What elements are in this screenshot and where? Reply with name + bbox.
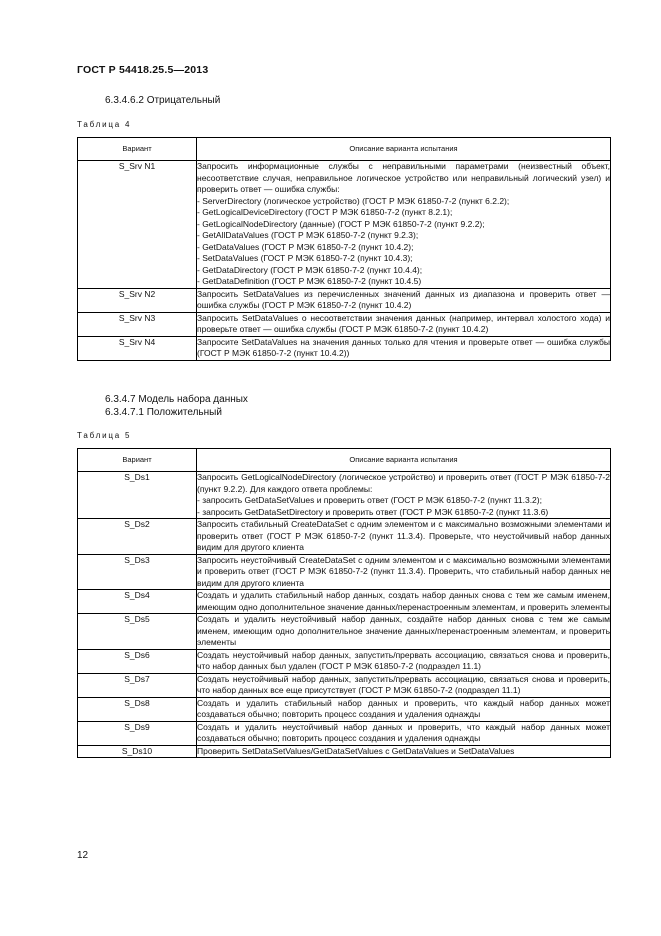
table-row — [78, 649, 611, 673]
variant-cell: S_Ds7 — [78, 673, 197, 697]
table-row — [78, 673, 611, 697]
table-row — [78, 472, 611, 519]
description-line: Запросить GetLogicalNodeDirectory (логическое устройство) и проверить ответ (ГОСТ Р МЭК 61850-7-2 (пункт 9.2.2). Для каждого ответа проблемы: — [197, 472, 610, 494]
description-line: - ServerDirectory (логическое устройство) (ГОСТ Р МЭК 61850-7-2 (пункт 6.2.2); — [197, 195, 510, 206]
description-cell — [197, 288, 611, 312]
description-line: - SetDataValues (ГОСТ Р МЭК 61850-7-2 (пункт 10.4.3); — [197, 253, 413, 263]
description-line: - GetAllDataValues (ГОСТ Р МЭК 61850-7-2 (пункт 9.2.3); — [197, 230, 419, 240]
description-line: Запросить SetDataValues из перечисленных значений данных из диапазона и проверить ответ — ошибка службы (ГОСТ Р МЭК 61850-7-2 (пункт 10.4.2) — [197, 288, 610, 310]
variant-cell: S_Srv N2 — [78, 288, 197, 312]
variant-cell: S_Ds8 — [78, 697, 197, 721]
description-cell — [197, 161, 611, 289]
table-row — [78, 614, 611, 650]
table-row — [78, 336, 611, 360]
table5-header-description: Описание варианта испытания — [197, 449, 611, 472]
variant-cell: S_Ds10 — [78, 745, 197, 758]
description-cell — [197, 697, 611, 721]
description-line: Создать и удалить стабильный набор данных и проверить, что каждый набор данных может создаваться обычно; повторить процесс создания и удаления однажды — [197, 697, 610, 719]
description-line: Запросить SetDataValues о несоответствии значения данных (например, интервал холостого хода) и проверьте ответ — ошибка службы (ГОСТ Р МЭК 61850-7-2 (пункт 10.4.2) — [197, 312, 610, 334]
description-line: - запросить GetDataSetValues и проверить ответ (ГОСТ Р МЭК 61850-7-2 (пункт 11.3.2); — [197, 495, 542, 505]
description-cell — [197, 614, 611, 650]
description-line: Запросить информационные службы с неправильными параметрами (неизвестный объект, несоответствие случая, неправильное логическое устройство или неправильный логический узел) и проверить ответ — ошибка службы: — [197, 161, 610, 194]
description-line: - GetDataDefinition (ГОСТ Р МЭК 61850-7-2 (пункт 10.4.5) — [197, 276, 422, 286]
table-row — [78, 745, 611, 758]
description-cell — [197, 649, 611, 673]
variant-cell: S_Srv N4 — [78, 336, 197, 360]
description-cell — [197, 472, 611, 519]
description-line: Создать неустойчивый набор данных, запустить/прервать ассоциацию, связаться снова и проверить, что набор данных все еще присутствует (ГОСТ Р МЭК 61850-7-2 (подраздел 11.1) — [197, 673, 610, 695]
table5-header-variant: Вариант — [78, 449, 197, 472]
description-line: Проверить SetDataSetValues/GetDataSetValues с GetDataValues и SetDataValues — [197, 745, 515, 756]
description-line: Создать и удалить неустойчивый набор данных и проверить, что каждый набор данных может создаваться обычно; повторить процесс создания и удаления однажды — [197, 721, 610, 743]
variant-cell: S_Ds4 — [78, 590, 197, 614]
table-row — [78, 312, 611, 336]
description-cell — [197, 745, 611, 758]
table5-caption: Таблица 5 — [77, 431, 132, 440]
description-cell — [197, 312, 611, 336]
description-line: - запросить GetDataSetDirectory и проверить ответ (ГОСТ Р МЭК 61850-7-2 (пункт 11.3.6) — [197, 506, 549, 517]
description-line: - GetDataDirectory (ГОСТ Р МЭК 61850-7-2 (пункт 10.4.4); — [197, 264, 423, 275]
table-row — [78, 519, 611, 555]
description-line: Создать и удалить стабильный набор данных, создать набор данных снова с тем же самым именем, имеющим одно дополнительное значение данных/перенастроенным элементам, и проверить элементы — [197, 590, 610, 612]
table-row — [78, 721, 611, 745]
description-cell — [197, 336, 611, 360]
description-line: Создать неустойчивый набор данных, запустить/прервать ассоциацию, связаться снова и проверить, что набор данных был удален (ГОСТ Р МЭК 61850-7-2 (подраздел 11.1) — [197, 649, 610, 671]
variant-cell: S_Srv N3 — [78, 312, 197, 336]
variant-cell: S_Ds9 — [78, 721, 197, 745]
table-row — [78, 161, 611, 289]
section-title-dataset-model: 6.3.4.7 Модель набора данных — [105, 394, 248, 405]
table4-header-variant: Вариант — [78, 138, 197, 161]
table5 — [77, 448, 611, 758]
variant-cell: S_Ds1 — [78, 472, 197, 519]
table-row — [78, 288, 611, 312]
variant-cell: S_Ds2 — [78, 519, 197, 555]
description-line: - GetLogicalNodeDirectory (данные) (ГОСТ Р МЭК 61850-7-2 (пункт 9.2.2); — [197, 218, 485, 229]
description-line: Создать и удалить неустойчивый набор данных, создайте набор данных снова с тем же самым именем, имеющим одно дополнительное значение данных/перенастроенным элементам, и проверить элементы — [197, 614, 610, 647]
description-cell — [197, 554, 611, 590]
description-line: Запросить стабильный CreateDataSet с одним элементом и с максимально возможными элементами и проверить ответ (ГОСТ Р МЭК 61850-7-2 (пункт 11.3.4). Проверьте, что неустойчивый набор данных видим для другого клиента — [197, 519, 610, 552]
document-header: ГОСТ Р 54418.25.5—2013 — [77, 64, 209, 76]
table4 — [77, 137, 611, 361]
table4-caption: Таблица 4 — [77, 120, 132, 129]
variant-cell: S_Ds6 — [78, 649, 197, 673]
variant-cell: S_Srv N1 — [78, 161, 197, 289]
description-cell — [197, 590, 611, 614]
section-title-negative: 6.3.4.6.2 Отрицательный — [105, 95, 221, 106]
description-cell — [197, 519, 611, 555]
variant-cell: S_Ds5 — [78, 614, 197, 650]
description-line: - GetDataValues (ГОСТ Р МЭК 61850-7-2 (пункт 10.4.2); — [197, 241, 414, 252]
section-title-positive: 6.3.4.7.1 Положительный — [105, 407, 222, 418]
description-line: - GetLogicalDeviceDirectory (ГОСТ Р МЭК 61850-7-2 (пункт 8.2.1); — [197, 207, 453, 217]
description-cell — [197, 673, 611, 697]
description-cell — [197, 721, 611, 745]
table-row — [78, 554, 611, 590]
variant-cell: S_Ds3 — [78, 554, 197, 590]
description-line: Запросить неустойчивый CreateDataSet с одним элементом и с максимально возможными элементами и проверить ответ (ГОСТ Р МЭК 61850-7-2 (пункт 11.3.4). Проверить, что стабильный набор данных не видим для другого клиента — [197, 554, 610, 588]
table-row — [78, 697, 611, 721]
description-line: Запросите SetDataValues на значения данных только для чтения и проверьте ответ — ошибка службы (ГОСТ Р МЭК 61850-7-2 (пункт 10.4.2)) — [197, 336, 610, 358]
table4-header-description: Описание варианта испытания — [197, 138, 611, 161]
table-row — [78, 590, 611, 614]
page-number: 12 — [77, 850, 89, 861]
